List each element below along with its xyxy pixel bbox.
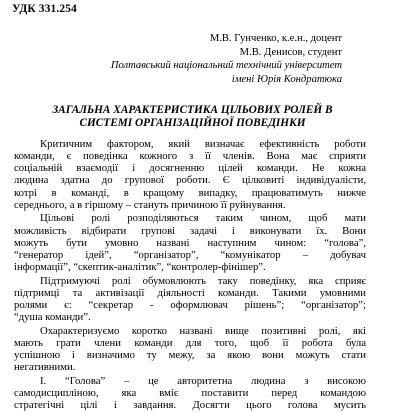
- text-line: Підтримуючі ролі обумовлюють таку поведінку, яка сприяє: [40, 274, 366, 287]
- text-line: “генератор ідей”, “організатор”, “комунікатор – добувач: [14, 248, 366, 261]
- text-line: можуть бути умовно названі наступним чином: “голова”,: [14, 236, 366, 249]
- text-line: І. “Голова” – це авторитетна людина з високою: [40, 374, 366, 387]
- text-line: мають грати члени команди для того, щоб її робота була: [14, 337, 366, 349]
- text-line: людина здатна до групової роботи. Є цілковиті індивідуалісти,: [14, 174, 366, 187]
- paper-body: [14, 138, 366, 413]
- text-line: підтримці та активізації діяльності команди. Такими умовними: [14, 286, 366, 299]
- author-block: [42, 32, 342, 86]
- text-line: “душа команди”.: [14, 311, 91, 324]
- text-line: ролями є: “секретар - оформлювач рішень”; “організатор”;: [14, 299, 366, 312]
- paragraph: [14, 138, 366, 211]
- institution-line: Полтавський національний технічний університет: [110, 60, 342, 71]
- author-line: М.В. Денисов, студент: [239, 46, 342, 58]
- text-line: Цільові ролі розподіляються таким чином, щоб мати: [40, 212, 366, 225]
- institution-line: імені Юрія Кондратюка: [231, 73, 342, 85]
- text-line: середнього, а в гіршому – стануть причиною її руйнування.: [14, 198, 286, 211]
- paragraph: [14, 325, 366, 374]
- text-line: успішною і визначимо ту межу, за якою вони можуть стати: [14, 349, 366, 362]
- paragraph: [14, 212, 366, 273]
- text-line: Критичним фактором, який визначає ефективність роботи: [40, 138, 366, 150]
- text-line: котрі в команді, в кращому випадку, працюватимуть нижче: [14, 186, 366, 199]
- title-line: ЗАГАЛЬНА ХАРАКТЕРИСТИКА ЦІЛЬОВИХ РОЛЕЙ В: [52, 104, 333, 116]
- text-line: можливість відбирати групові задачі і виконувати їх. Вони: [14, 224, 366, 237]
- text-line: стратегічні цілі і завдання. Досягти цього голова мусить: [14, 399, 366, 412]
- text-line: самодисципліною, яка вміє поставити перед командою: [14, 387, 366, 400]
- udk-code: УДК 331.254: [12, 3, 77, 15]
- author-line: М.В. Гунченко, к.е.н., доцент: [209, 33, 342, 44]
- text-line: Охарактеризуємо коротко названі вище позитивні ролі, які: [40, 324, 366, 337]
- text-line: інформації”, “скептик-аналітик”, “контролер-фінішер”.: [14, 261, 266, 274]
- paragraph: [14, 275, 366, 324]
- text-line: команди, є поведінка кожного з її членів. Вона має сприяти: [14, 150, 366, 163]
- text-line: соціальній взаємодії і досягненню цілей команди. Не кожна: [14, 162, 366, 175]
- paragraph: [14, 375, 366, 411]
- title-line: СИСТЕМІ ОРГАНІЗАЦІЙНОЇ ПОВЕДІНКИ: [79, 117, 306, 129]
- paper-title: [20, 104, 365, 130]
- text-line: негативними.: [14, 361, 76, 374]
